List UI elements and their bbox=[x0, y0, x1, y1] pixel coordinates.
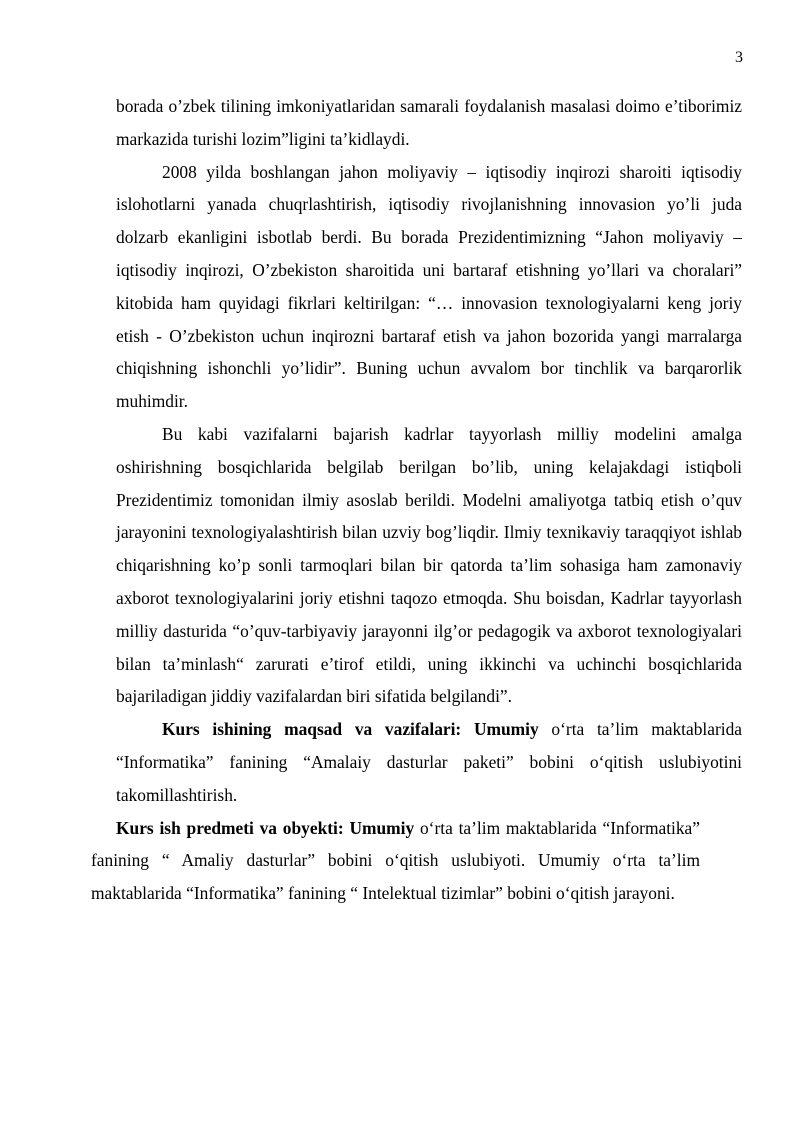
paragraph-3: Bu kabi vazifalarni bajarish kadrlar tayyorlash milliy modelini amalga oshirishning bosqichlarida belgilab berilgan bo’lib, uning kelajakdagi istiqboli Prezidentimiz tomonidan ilmiy asoslab berildi. Modelni amaliyotga tatbiq etish o’quv jarayonini texnologiyalashtirish bilan uzviy bog’liqdir. Ilmiy texnikaviy taraqqiyot ishlab chiqarishning ko’p sonli tarmoqlari bilan bir qatorda ta’lim sohasiga ham zamonaviy axborot texnologiyalarini joriy etishni taqozo etmoqda. Shu boisdan, Kadrlar tayyorlash milliy dasturida “o’quv-tarbiyaviy jarayonni ilg’or pedagogik va axborot texnologiyalari bilan ta’minlash“ zarurati e’tirof etildi, uning ikkinchi va uchinchi bosqichlarida bajariladigan jiddiy vazifalardan biri sifatida belgilandi”. bbox=[116, 423, 742, 707]
paragraph-course-subject bbox=[91, 812, 700, 910]
document-body bbox=[91, 90, 742, 910]
course-goals-heading: Kurs ishining maqsad va vazifalari: Umumiy bbox=[162, 719, 539, 740]
page-number: 3 bbox=[735, 49, 743, 66]
paragraph-course-goals bbox=[116, 713, 742, 811]
course-subject-text: o‘rta ta’lim maktablarida “Informatika” fanining “ Amaliy dasturlar” bobini o‘qitish uslubiyoti. Umumiy o‘rta ta’lim maktablarida “Informatika” fanining “ Intelektual tizimlar” bobini o‘qitish jarayoni. bbox=[91, 817, 700, 904]
paragraph-1: borada o’zbek tilining imkoniyatlaridan samarali foydalanish masalasi doimo e’tiborimiz markazida turishi lozim”ligini ta’kidlaydi. bbox=[116, 96, 742, 149]
course-subject-heading: Kurs ish predmeti va obyekti: Umumiy bbox=[116, 817, 415, 838]
paragraph-2: 2008 yilda boshlangan jahon moliyaviy – iqtisodiy inqirozi sharoiti iqtisodiy islohotlarni yanada chuqrlashtirish, iqtisodiy rivojlanishning innovasion yo’li juda dolzarb ekanligini isbotlab berdi. Bu borada Prezidentimizning “Jahon moliyaviy – iqtisodiy inqirozi, O’zbekiston sharoitida uni bartaraf etishning yo’llari va choralari” kitobida ham quyidagi fikrlari keltirilgan: “… innovasion texnologiyalarni keng joriy etish - O’zbekiston uchun inqirozni bartaraf etish va jahon bozorida yangi marralarga chiqishning ishonchli yo’lidir”. Buning uchun avvalom bor tinchlik va barqarorlik muhimdir. bbox=[116, 161, 742, 412]
course-goals-text: o‘rta ta’lim maktablarida “Informatika” fanining “Amalaiy dasturlar paketi” bobini o‘qitish uslubiyotini takomillashtirish. bbox=[116, 719, 742, 805]
